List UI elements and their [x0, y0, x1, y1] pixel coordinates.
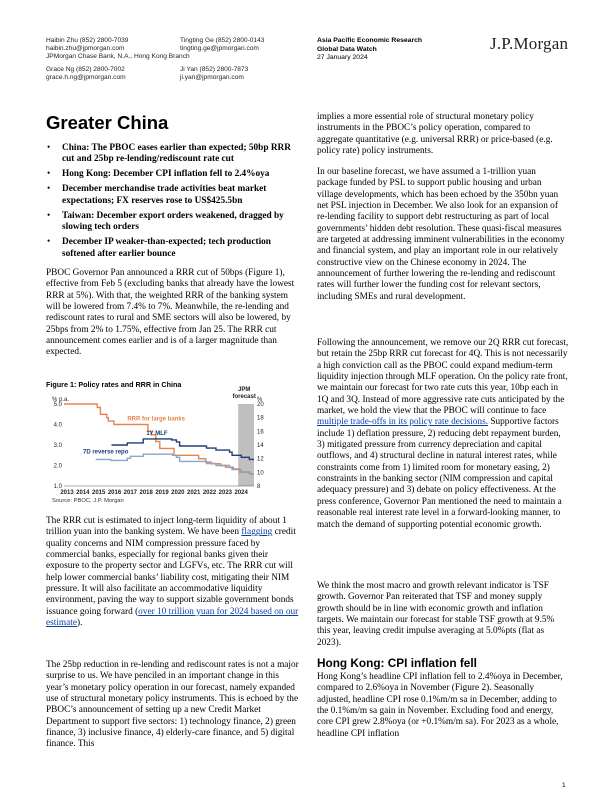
contact-email[interactable]: grace.h.ng@jpmorgan.com: [46, 74, 126, 82]
bullet-text: China: The PBOC eases earlier than expected; 50bp RRR cut and 25bp re-lending/rediscount rate cut: [62, 143, 291, 165]
research-title: Asia Pacific Economic Research: [317, 37, 423, 44]
left-tick-label: 4.0: [53, 422, 62, 429]
left-tick-label: 2.0: [53, 463, 62, 470]
text-span: Following the announcement, we remove our 2Q RRR cut forecast, but retain the 25bp RRR cut forecast for 4Q. This is not necessarily a high conviction call as the PBOC could expand medium-term liquidity injection through MLF operation. On the policy rate front, we maintain our forecast for two rate cuts this year, 10bp each in 1Q and 3Q. Instead of more aggressive rate cuts anticipated by the market, we hold the view that the PBOC will continue to face: [317, 338, 569, 417]
contact-tingting-ge: [180, 37, 264, 53]
right-tick-label: 12: [257, 456, 264, 463]
paragraph-baseline-forecast: In our baseline forecast, we have assumed a 1-trillion yuan package funded by PSL to support public housing and urban village developments, which has been echoed by the 350bn yuan net PSL injection in December. We also look for an expansion of re-lending facility to support debt restructuring as part of local governments’ hidden debt resolution. These quasi-fiscal measures are targeted at addressing imminent vulnerabilities in the economy and financial system, and play an important role in our relatively constructive view on the Chinese economy in 2024. The announcement of further lowering the re-lending and rediscount rates will further lower the funding cost for relevant sectors, including SMEs and rural development.: [317, 167, 565, 302]
bullet-text: Taiwan: December export orders weakened, dragged by slowing tech orders: [62, 210, 284, 233]
policy-rates-chart: [46, 386, 302, 498]
contact-grace-ng: [46, 66, 126, 82]
contact-haibin-zhu: [46, 37, 190, 62]
flagging-link[interactable]: flagging: [241, 527, 273, 538]
jpmorgan-logo: J.P.Morgan: [490, 34, 569, 53]
x-tick-label: 2015: [91, 490, 106, 496]
x-tick-label: 2021: [186, 490, 201, 496]
paragraph-tsf-growth: We think the most macro and growth relevant indicator is TSF growth. Governor Pan reiterated that TSF and money supply growth should be in line with economic growth and inflation targets. We maintain our forecast for stable TSF growth at 9.5% this year, leaving credit impulse averaging at 5.0%pts (flat as 2023).: [317, 581, 555, 648]
right-tick-label: 20: [257, 402, 264, 408]
series-label-2: 7D reverse repo: [83, 449, 129, 456]
bullet-item: [46, 184, 298, 207]
bullet-icon: •: [47, 184, 51, 195]
left-tick-label: 5.0: [53, 402, 62, 408]
text-span: Supportive factors include 1) deflation pressure, 2) reducing debt repayment burden, 3) mitigated pressure from currency depreciation and capital outflows, and 4) structural decline in natural interest rates, while constraints come from 1) limited room for monetary easing, 2) constraints in the banking sector (NIM compression and capital adequacy pressure) and 3) debate on policy effectiveness. At the press conference, Governor Pan mentioned the need to maintain a reasonable real interest rate level in a forward-looking manner, to match the demand of supporting potential economic growth.: [317, 417, 562, 530]
section-heading-hong-kong: Hong Kong: CPI inflation fell: [317, 656, 477, 670]
right-tick-label: 16: [257, 429, 264, 436]
contact-org: JPMorgan Chase Bank, N.A., Hong Kong Branch: [46, 53, 190, 61]
paragraph-hk-cpi: Hong Kong’s headline CPI inflation fell to 2.4%oya in December, compared to 2.6%oya in November (Figure 2). Seasonally adjusted, headline CPI rose 0.1%m/m sa in December, adding to the 0.1%m/m sa gain in November. Excluding food and energy, core CPI grew 2.8%oya (or +0.1%m/m sa). For 2023 as a whole, headline CPI inflation: [317, 672, 563, 739]
text-span: credit quality concerns and NIM compression pressure faced by commercial banks, especially for regional banks given their exposure to the property sector and LGFVs, etc. The RRR cut will help lower commercial banks’ liability cost, mitigating their NIM pressure. It will also facilitate an accommodative liquidity environment, paving the way to support sizable government bonds issuance going forward (: [46, 527, 296, 617]
x-tick-label: 2014: [76, 490, 90, 496]
x-tick-label: 2022: [202, 490, 217, 496]
bullet-item: [46, 169, 298, 180]
contact-ji-yan: [180, 66, 248, 82]
bullet-item: [46, 211, 298, 234]
x-tick-label: 2019: [155, 490, 169, 496]
x-tick-label: 2023: [218, 490, 233, 496]
paragraph-rate-forecast: [317, 338, 569, 531]
paragraph-relending-rates: The 25bp reduction in re-lending and rediscount rates is not a major surprise to us. We have penciled in an important change in this year’s monetary policy operation in our forecast, namely expanded use of structural monetary policy instruments. This is echoed by the PBOC’s announcement of setting up a new Credit Market Department to support five sectors: 1) technology finance, 2) green finance, 3) inclusive finance, 4) elderly-care finance, and 5) digital finance. This: [46, 660, 299, 750]
contact-name-phone: Grace Ng (852) 2800-7002: [46, 66, 125, 73]
x-tick-label: 2017: [123, 490, 138, 496]
bullet-text: December merchandise trade activities beat market expectations; FX reserves rose to US$425.5bn: [62, 184, 267, 206]
bullet-text: December IP weaker-than-expected; tech production softened after earlier bounce: [62, 237, 271, 259]
left-axis-unit: % p.a.: [52, 397, 70, 403]
right-tick-label: 14: [257, 443, 264, 449]
bullet-item: [46, 143, 298, 166]
publication-date: 27 January 2024: [317, 54, 368, 62]
page-number: 1: [562, 782, 566, 789]
text-span: The RRR cut is estimated to inject long-term liquidity of about 1 trillion yuan into the banking system. We have been: [46, 516, 287, 538]
x-tick-label: 2018: [139, 490, 153, 496]
bond-issuance-estimate-link[interactable]: over 10 trillion yuan for 2024 based on our estimate: [46, 606, 299, 629]
paragraph-rrr-cut: PBOC Governor Pan announced a RRR cut of 50bps (Figure 1), effective from Feb 5 (excluding banks that already have the lowest RRR at 5%). With that, the weighted RRR of the banking system will be lowered from 7.4% to 7%. Meanwhile, the re-lending and rediscount rates to rural and SME sectors will also be lowered, by 25bps from 2% to 1.75%, effective from Jan 25. The RRR cut announcement comes earlier and is of a larger magnitude than expected.: [46, 268, 295, 358]
bullet-item: [46, 237, 298, 260]
page-title: Greater China: [46, 112, 169, 133]
right-tick-label: 18: [257, 415, 264, 422]
report-header: [317, 37, 497, 63]
bullet-icon: •: [47, 143, 51, 153]
x-tick-label: 2013: [60, 490, 74, 496]
x-tick-label: 2020: [171, 490, 185, 496]
bullet-icon: •: [47, 237, 51, 248]
series-label-0: RRR for large banks: [127, 416, 186, 423]
figure-source: Source: PBOC, J.P. Morgan: [52, 498, 124, 504]
forecast-label-line2: forecast: [232, 394, 256, 400]
bullet-text: Hong Kong: December CPI inflation fell to 2.4%oya: [62, 169, 270, 180]
text-span: ).: [76, 618, 83, 629]
paragraph-liquidity: [46, 516, 300, 629]
forecast-label-line1: JPM: [237, 387, 251, 393]
contact-name-phone: Ji Yan (852) 2800-7873: [180, 66, 249, 73]
policy-tradeoffs-link[interactable]: multiple trade-offs in its policy rate decisions.: [317, 417, 489, 428]
contact-email[interactable]: haibin.zhu@jpmorgan.com: [46, 45, 125, 53]
contact-name-phone: Tingting Ge (852) 2800-0143: [180, 37, 265, 44]
x-tick-label: 2024: [234, 490, 248, 496]
left-tick-label: 3.0: [53, 443, 62, 449]
right-tick-label: 8: [257, 484, 261, 490]
series-label-1: 1Y MLF: [146, 430, 168, 437]
series-line-2: [96, 454, 254, 474]
paragraph-structural-tools: implies a more essential role of structural monetary policy instruments in the PBOC’s policy operation, compared to aggregate quantitative (e.g. universal RRR) or price-based (e.g. policy rate) policy instruments.: [317, 112, 553, 157]
left-tick-label: 1.0: [53, 484, 62, 490]
contact-email[interactable]: ji.yan@jpmorgan.com: [180, 74, 244, 82]
bullet-icon: •: [47, 210, 51, 221]
figure-title: Figure 1: Policy rates and RRR in China: [46, 380, 182, 389]
publication-name: Global Data Watch: [317, 45, 377, 53]
x-tick-label: 2016: [107, 490, 122, 496]
summary-bullets: [46, 143, 298, 264]
contact-email[interactable]: tingting.ge@jpmorgan.com: [180, 45, 259, 53]
contact-name-phone: Haibin Zhu (852) 2800-7039: [46, 37, 129, 44]
right-axis-unit: %: [257, 397, 263, 403]
bullet-icon: •: [47, 169, 51, 180]
right-tick-label: 10: [257, 470, 264, 477]
